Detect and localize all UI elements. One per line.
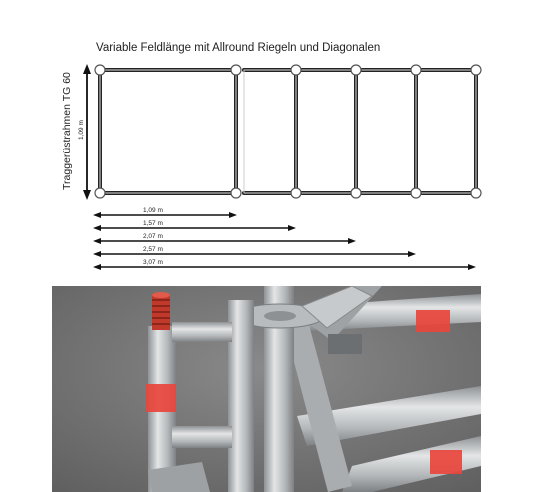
diagram-title: Variable Feldlänge mit Allround Riegeln und Diagonalen xyxy=(96,42,381,54)
scaffold-node-photo xyxy=(52,286,481,492)
dimension-label-3: 2,07 m xyxy=(143,233,163,240)
dimension-arrow-1 xyxy=(93,212,237,218)
height-label: 1,09 m xyxy=(78,120,85,140)
dimension-label-1: 1,09 m xyxy=(143,207,163,214)
rosette-nodes xyxy=(95,65,481,198)
dimension-label-2: 1,57 m xyxy=(143,220,163,227)
dimension-label-5: 3,07 m xyxy=(143,259,163,266)
scaffold-fields xyxy=(100,70,476,193)
frame-side-label: Traggerüstrahmen TG 60 xyxy=(61,72,73,190)
dimension-arrow-3 xyxy=(93,238,356,244)
dimension-arrow-4 xyxy=(93,251,416,257)
dimension-label-4: 2,57 m xyxy=(143,246,163,253)
red-spindle xyxy=(152,292,170,330)
dimension-arrow-2 xyxy=(93,225,296,231)
